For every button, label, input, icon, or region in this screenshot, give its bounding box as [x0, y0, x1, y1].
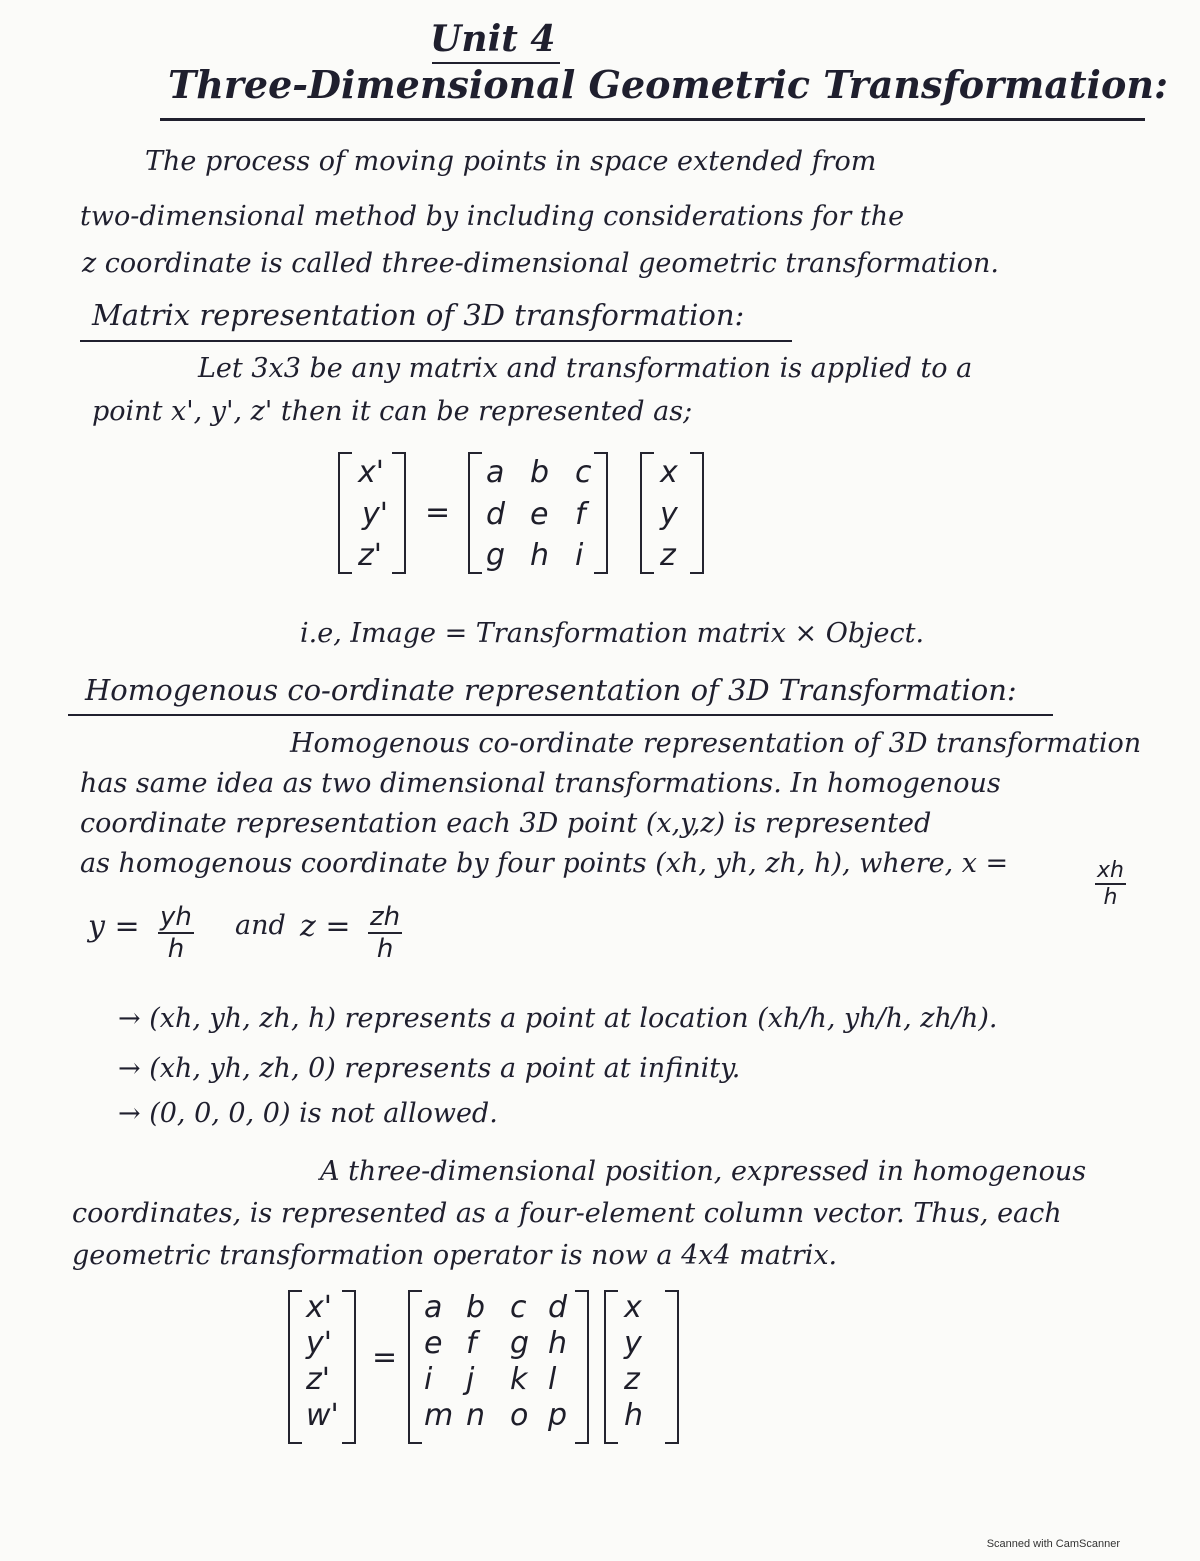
x-fraction	[1095, 858, 1126, 910]
t4-03: d	[548, 1290, 568, 1325]
page-title: Three-Dimensional Geometric Transformation:	[168, 62, 1168, 107]
homog-line-4: as homogenous coordinate by four points (xh, yh, zh, h), where, x =	[80, 848, 1009, 879]
scanner-watermark: Scanned with CamScanner	[986, 1538, 1120, 1550]
matrix-caption: i.e, Image = Transformation matrix × Object.	[300, 618, 925, 649]
rhs-4-3: h	[624, 1398, 644, 1433]
y-fraction	[158, 902, 194, 964]
x-frac-num: xh	[1097, 858, 1124, 883]
t3-10: d	[486, 497, 506, 532]
t4-31: n	[466, 1398, 486, 1433]
t4-23: l	[548, 1362, 557, 1397]
x-frac-den: h	[1103, 885, 1118, 910]
homog-heading: Homogenous co-ordinate representation of 3D Transformation:	[85, 673, 1017, 707]
t4-22: k	[510, 1362, 528, 1397]
homog-line-1: Homogenous co-ordinate representation of 3D transformation	[290, 728, 1142, 759]
t3-20: g	[486, 538, 506, 573]
rhs-3-2: z	[660, 538, 676, 573]
t3-01: b	[530, 455, 550, 490]
rhs-3-1: y	[660, 497, 678, 532]
z-eq-lhs: z =	[300, 909, 351, 944]
t4-30: m	[424, 1398, 454, 1433]
homog-line-2: has same idea as two dimensional transformations. In homogenous	[80, 768, 1001, 799]
t3-22: i	[575, 538, 584, 573]
t4-11: f	[466, 1326, 477, 1361]
t4-21: j	[466, 1362, 475, 1397]
rhs-3-0: x	[660, 455, 678, 490]
para2-line-1: A three-dimensional position, expressed in homogenous	[320, 1156, 1087, 1187]
t4-12: g	[510, 1326, 530, 1361]
matrix-heading: Matrix representation of 3D transformation:	[92, 298, 745, 332]
matrix-line-1: Let 3x3 be any matrix and transformation is applied to a	[198, 353, 973, 384]
t4-01: b	[466, 1290, 486, 1325]
lhs-4-3: w'	[306, 1398, 339, 1433]
and-word: and	[235, 910, 286, 941]
z-fraction	[368, 902, 402, 964]
lhs-4-2: z'	[306, 1362, 330, 1397]
t3-12: f	[575, 497, 586, 532]
t4-13: h	[548, 1326, 568, 1361]
bullet-2: → (xh, yh, zh, 0) represents a point at infinity.	[118, 1053, 741, 1084]
matrix-line-2: point x', y', z' then it can be represented as;	[92, 396, 693, 427]
y-eq-lhs: y =	[88, 909, 140, 944]
rhs-4-1: y	[624, 1326, 642, 1361]
y-frac-num: yh	[160, 902, 192, 932]
z-frac-num: zh	[370, 902, 401, 932]
t4-10: e	[424, 1326, 443, 1361]
rhs-4-2: z	[624, 1362, 640, 1397]
t3-02: c	[575, 455, 592, 490]
bullet-3: → (0, 0, 0, 0) is not allowed.	[118, 1098, 498, 1129]
matrix-heading-underline	[80, 340, 792, 342]
bullet-1: → (xh, yh, zh, h) represents a point at location (xh/h, yh/h, zh/h).	[118, 1003, 998, 1034]
lhs-3-0: x'	[358, 455, 385, 490]
unit-label: Unit 4	[430, 18, 556, 60]
intro-line-3: z coordinate is called three-dimensional geometric transformation.	[82, 248, 999, 279]
intro-line-1: The process of moving points in space extended from	[145, 146, 877, 177]
homog-heading-underline	[68, 714, 1053, 716]
title-underline	[160, 118, 1145, 121]
rhs-4-0: x	[624, 1290, 642, 1325]
lhs-4-0: x'	[306, 1290, 333, 1325]
lhs-3-1: y'	[362, 497, 389, 532]
eq-4: =	[372, 1340, 398, 1375]
y-frac-den: h	[167, 934, 185, 964]
intro-line-2: two-dimensional method by including considerations for the	[80, 201, 905, 232]
eq-3: =	[425, 495, 451, 530]
homog-line-3: coordinate representation each 3D point (x,y,z) is represented	[80, 808, 932, 839]
t3-21: h	[530, 538, 550, 573]
t3-00: a	[486, 455, 505, 490]
para2-line-2: coordinates, is represented as a four-element column vector. Thus, each	[72, 1198, 1062, 1229]
t3-11: e	[530, 497, 549, 532]
t4-20: i	[424, 1362, 433, 1397]
lhs-4-1: y'	[306, 1326, 333, 1361]
t4-02: c	[510, 1290, 527, 1325]
t4-33: p	[548, 1398, 568, 1433]
z-frac-den: h	[376, 934, 394, 964]
t4-00: a	[424, 1290, 443, 1325]
lhs-3-2: z'	[358, 538, 382, 573]
t4-32: o	[510, 1398, 529, 1433]
para2-line-3: geometric transformation operator is now a 4x4 matrix.	[72, 1240, 838, 1271]
